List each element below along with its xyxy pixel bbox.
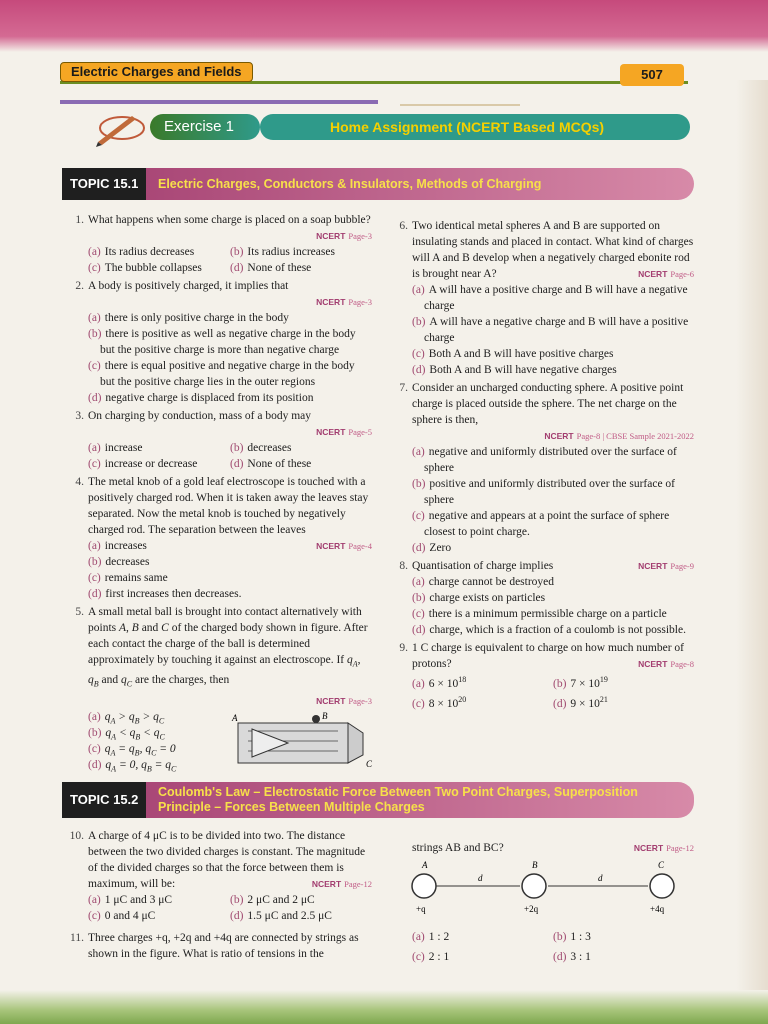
label-d: d bbox=[478, 873, 483, 883]
charge-4q: +4q bbox=[650, 904, 665, 914]
question-text: Consider an uncharged conducting sphere. A positive point charge is placed outside the sphere. The net charge on the sphere is then, bbox=[412, 382, 684, 426]
question-number: 4. bbox=[75, 476, 84, 488]
page-spine bbox=[736, 80, 768, 1020]
question-text: A charge of 4 μC is to be divided into two. The distance between the two divided charges is constant. The magnitude of the divided charges so that the force between them is maximum, will be: NCERT Page-12 bbox=[88, 830, 372, 890]
question-number: 11. bbox=[70, 932, 84, 944]
option-c[interactable]: (c) $q_A = q_B$, $q_C = 0$ bbox=[88, 742, 176, 757]
question-7 bbox=[399, 380, 694, 556]
option-d[interactable]: (d) $9 \times 10^{21}$ bbox=[553, 694, 608, 710]
question-text: On charging by conduction, mass of a body may bbox=[88, 410, 312, 422]
option-b[interactable]: (b) positive and uniformly distributed over the surface of sphere bbox=[412, 478, 676, 506]
exercise-banner bbox=[80, 108, 700, 148]
pen-icon bbox=[90, 108, 150, 148]
option-d[interactable]: (d) 3 : 1 bbox=[553, 951, 591, 963]
option-b[interactable]: (b) there is positive as well as negative charge in the body but the positive charge is more than negative charge bbox=[88, 328, 356, 356]
option-b[interactable]: (b) Its radius increases bbox=[230, 246, 335, 258]
label-B: B bbox=[322, 710, 328, 721]
ncert-ref: NCERT Page-8 | CBSE Sample 2021-2022 bbox=[544, 431, 694, 441]
option-c[interactable]: (c) 2 : 1 bbox=[412, 951, 450, 963]
exercise-label: Exercise 1 bbox=[150, 114, 260, 140]
question-text: Three charges +q, +2q and +4q are connected by strings as shown in the figure. What is ratio of tensions in the bbox=[88, 932, 359, 960]
label-A: A bbox=[232, 712, 238, 723]
ncert-ref: NCERT Page-4 bbox=[316, 541, 372, 551]
topic-title-line-2: Principle – Forces Between Multiple Charges bbox=[158, 800, 425, 814]
option-d[interactable]: (d) Both A and B will have negative charges bbox=[412, 364, 617, 376]
option-a[interactable]: (a) increases bbox=[88, 540, 147, 552]
option-c[interactable]: (c) there is a minimum permissible charge on a particle bbox=[412, 608, 667, 620]
question-10 bbox=[69, 828, 372, 924]
topic-banner-1 bbox=[62, 168, 694, 200]
question-number: 6. bbox=[399, 220, 408, 232]
option-a[interactable]: (a) 1 : 2 bbox=[412, 931, 450, 943]
ncert-ref: NCERT Page-5 bbox=[316, 427, 372, 437]
question-text: Quantisation of charge implies NCERT Page-9 bbox=[412, 560, 694, 572]
question-number: 9. bbox=[399, 642, 408, 654]
topic-label: TOPIC 15.1 bbox=[62, 168, 146, 200]
ncert-ref: NCERT Page-3 bbox=[316, 695, 372, 706]
option-c[interactable]: (c) there is equal positive and negative charge in the body but the positive charge lies in the outer regions bbox=[88, 360, 355, 388]
bottom-banner bbox=[0, 990, 768, 1024]
ncert-ref: NCERT Page-12 bbox=[633, 843, 694, 853]
question-text: A small metal ball is brought into contact alternatively with points A, B and C of the charged body shown in figure. After each contact the charge of the ball is determined approximately by touching it against an electroscope. If $q_A$, $q_B$ and $q_C$ are the charges, then bbox=[88, 606, 368, 689]
option-c[interactable]: (c) Both A and B will have positive charges bbox=[412, 348, 614, 360]
option-d[interactable]: (d) 1.5 μC and 2.5 μC bbox=[230, 910, 332, 922]
question-11-continued: strings AB and BC? NCERT Page-12 bbox=[412, 842, 694, 854]
left-column bbox=[75, 212, 373, 779]
option-b[interactable]: (b) $7 \times 10^{19}$ bbox=[553, 675, 608, 690]
question-text: The metal knob of a gold leaf electroscope is touched with a positively charged rod. When it is taken away the leaves stay separated. Now the metal knob is touched by negatively charged rod. The separation between the leaves bbox=[88, 476, 369, 536]
question-number: 5. bbox=[75, 606, 84, 618]
option-c[interactable]: (c) increase or decrease bbox=[88, 458, 198, 470]
exercise-title: Home Assignment (NCERT Based MCQs) bbox=[260, 114, 690, 140]
option-a[interactable]: (a) $6 \times 10^{18}$ bbox=[412, 675, 467, 690]
option-d[interactable]: (d) first increases then decreases. bbox=[88, 588, 242, 600]
option-c[interactable]: (c) $8 \times 10^{20}$ bbox=[412, 694, 467, 710]
chapter-title: Electric Charges and Fields bbox=[60, 62, 253, 82]
option-a[interactable]: (a) Its radius decreases bbox=[88, 246, 195, 258]
option-a[interactable]: (a) negative and uniformly distributed over the surface of sphere bbox=[412, 446, 677, 474]
question-number: 2. bbox=[75, 280, 84, 292]
option-b[interactable]: (b) charge exists on particles bbox=[412, 592, 546, 604]
option-d[interactable]: (d) None of these bbox=[230, 458, 312, 470]
ncert-ref: NCERT Page-3 bbox=[316, 231, 372, 241]
question-text: Two identical metal spheres A and B are supported on insulating stands and placed in contact. What kind of charges will A and B develop when a negatively charged ebonite rod is brought near A? NCERT Page-6 bbox=[412, 220, 694, 280]
option-a[interactable]: (a) there is only positive charge in the body bbox=[88, 312, 289, 324]
right-column bbox=[399, 218, 694, 714]
question-1 bbox=[75, 212, 372, 276]
question-number: 10. bbox=[69, 830, 84, 842]
question-11 bbox=[70, 930, 372, 962]
option-b[interactable]: (b) A will have a negative charge and B will have a positive charge bbox=[412, 316, 689, 344]
question-9 bbox=[399, 640, 694, 712]
option-c[interactable]: (c) remains same bbox=[88, 572, 168, 584]
charged-body-figure bbox=[228, 709, 373, 771]
page-number: 507 bbox=[620, 64, 684, 86]
option-b[interactable]: (b) $q_A < q_B < q_C$ bbox=[88, 726, 165, 741]
question-number: 1. bbox=[75, 214, 84, 226]
option-d[interactable]: (d) Zero bbox=[412, 542, 452, 554]
option-b[interactable]: (b) decreases bbox=[230, 442, 292, 454]
topic-title-line-1: Coulomb's Law – Electrostatic Force Between Two Point Charges, Superposition bbox=[158, 785, 638, 799]
option-d[interactable]: (d) negative charge is displaced from its position bbox=[88, 392, 314, 404]
label-d: d bbox=[598, 873, 603, 883]
question-5 bbox=[75, 604, 373, 777]
decor-line bbox=[400, 104, 520, 106]
question-4 bbox=[75, 474, 372, 602]
three-charges-figure bbox=[412, 856, 682, 920]
ncert-ref: NCERT Page-3 bbox=[316, 297, 372, 307]
right-column-2 bbox=[412, 840, 694, 965]
option-a[interactable]: (a) 1 μC and 3 μC bbox=[88, 894, 173, 906]
question-number: 7. bbox=[399, 382, 408, 394]
label-C: C bbox=[658, 860, 665, 870]
question-text: What happens when some charge is placed on a soap bubble? bbox=[88, 214, 371, 226]
option-b[interactable]: (b) 1 : 3 bbox=[553, 931, 591, 943]
question-text: 1 C charge is equivalent to charge on how much number of protons? NCERT Page-8 bbox=[412, 642, 694, 670]
option-d[interactable]: (d) charge, which is a fraction of a coulomb is not possible. bbox=[412, 624, 686, 636]
decor-line bbox=[60, 100, 378, 104]
option-c[interactable]: (c) 0 and 4 μC bbox=[88, 910, 156, 922]
left-column-2 bbox=[69, 828, 372, 964]
option-c[interactable]: (c) negative and appears at a point the surface of sphere closest to point charge. bbox=[412, 510, 670, 538]
topic-label: TOPIC 15.2 bbox=[62, 782, 146, 818]
label-B: B bbox=[532, 860, 538, 870]
question-number: 3. bbox=[75, 410, 84, 422]
option-a[interactable]: (a) $q_A > q_B > q_C$ bbox=[88, 710, 165, 725]
charge-q: +q bbox=[416, 904, 426, 914]
top-banner bbox=[0, 0, 768, 52]
topic-banner-2 bbox=[62, 782, 694, 818]
option-d[interactable]: (d) $q_A = 0$, $q_B = q_C$ bbox=[88, 758, 177, 773]
option-c[interactable]: (c) The bubble collapses bbox=[88, 262, 202, 274]
question-2 bbox=[75, 278, 372, 406]
option-d[interactable]: (d) None of these bbox=[230, 262, 312, 274]
question-text: A body is positively charged, it implies that bbox=[88, 280, 289, 292]
topic-title: Electric Charges, Conductors & Insulators, Methods of Charging bbox=[158, 177, 542, 191]
label-C: C bbox=[366, 758, 373, 769]
option-a[interactable]: (a) charge cannot be destroyed bbox=[412, 576, 555, 588]
option-b[interactable]: (b) 2 μC and 2 μC bbox=[230, 894, 315, 906]
question-8 bbox=[399, 558, 694, 638]
question-6 bbox=[399, 218, 694, 378]
option-a[interactable]: (a) A will have a positive charge and B will have a negative charge bbox=[412, 284, 688, 312]
option-a[interactable]: (a) increase bbox=[88, 442, 143, 454]
question-3 bbox=[75, 408, 372, 472]
question-number: 8. bbox=[399, 560, 408, 572]
option-b[interactable]: (b) decreases bbox=[88, 556, 150, 568]
charge-2q: +2q bbox=[524, 904, 539, 914]
label-A: A bbox=[422, 860, 428, 870]
